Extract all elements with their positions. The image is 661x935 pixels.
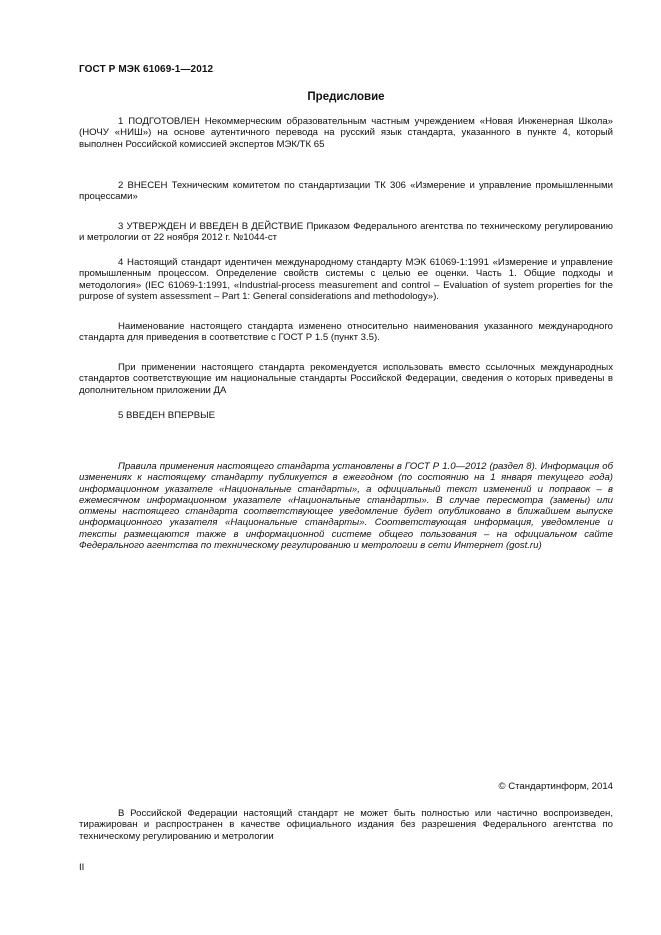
preface-title: Предисловие bbox=[307, 91, 385, 103]
preface-item-5: 5 ВВЕДЕН ВПЕРВЫЕ bbox=[118, 410, 216, 421]
application-rules-notice: Правила применения настоящего стандарта установлены в ГОСТ Р 1.0—2012 (раздел 8). Информация об изменениях к настоящему стандарту публикуется в ежегодном (по состоянию на 1 января текущего года) информационном указателе «Национальные стандарты», а официальный текст изменений и поправок – в ежемесячном информационном указателе «Национальные стандарты». В случае пересмотра (замены) или отмены настоящего стандарта соответствующее уведомление будет опубликовано в ближайшем выпуске информационного указателя «Национальные стандарты». Соответствующая информация, уведомление и тексты размещаются также в информационной системе общего пользования – на официальном сайте Федерального агентства по техническому регулированию и метрологии в сети Интернет (gost.ru) bbox=[79, 461, 613, 552]
reproduction-notice: В Российской Федерации настоящий стандарт не может быть полностью или частично воспроизведен, тиражирован и распространен в качестве официального издания без разрешения Федерального агентства по техническому регулированию и метрологии bbox=[79, 808, 613, 842]
preface-item-4-usage-note: При применении настоящего стандарта рекомендуется использовать вместо ссылочных международных стандартов соответствующие им национальные стандарты Российской Федерации, сведения о которых приведены в дополнительном приложении ДА bbox=[79, 362, 613, 396]
preface-item-2: 2 ВНЕСЕН Техническим комитетом по стандартизации ТК 306 «Измерение и управление промышленными процессами» bbox=[79, 180, 613, 203]
preface-item-4-name-note: Наименование настоящего стандарта изменено относительно наименования указанного международного стандарта для приведения в соответствие с ГОСТ Р 1.5 (пункт 3.5). bbox=[79, 321, 613, 344]
preface-item-1: 1 ПОДГОТОВЛЕН Некоммерческим образовательным частным учреждением «Новая Инженерная Школа» (НОЧУ «НИШ») на основе аутентичного перевода на русский язык стандарта, указанного в пункте 4, который выполнен Российской комиссией экспертов МЭК/ТК 65 bbox=[79, 116, 613, 150]
copyright: © Стандартинформ, 2014 bbox=[498, 781, 613, 792]
page-number: II bbox=[79, 862, 85, 873]
document-code: ГОСТ Р МЭК 61069-1—2012 bbox=[79, 64, 214, 75]
preface-item-3: 3 УТВЕРЖДЕН И ВВЕДЕН В ДЕЙСТВИЕ Приказом Федерального агентства по техническому регулированию и метрологии от 22 ноября 2012 г. №1044-ст bbox=[79, 221, 613, 244]
preface-item-4: 4 Настоящий стандарт идентичен международному стандарту МЭК 61069-1:1991 «Измерение и управление промышленным процессом. Определение свойств системы с целью ее оценки. Часть 1. Общие подходы и методология» (IEC 61069-1:1991, «Industrial-process measurement and control – Evaluation of system properties for the purpose of system assessment – Part 1: General considerations and methodology»). bbox=[79, 257, 613, 302]
